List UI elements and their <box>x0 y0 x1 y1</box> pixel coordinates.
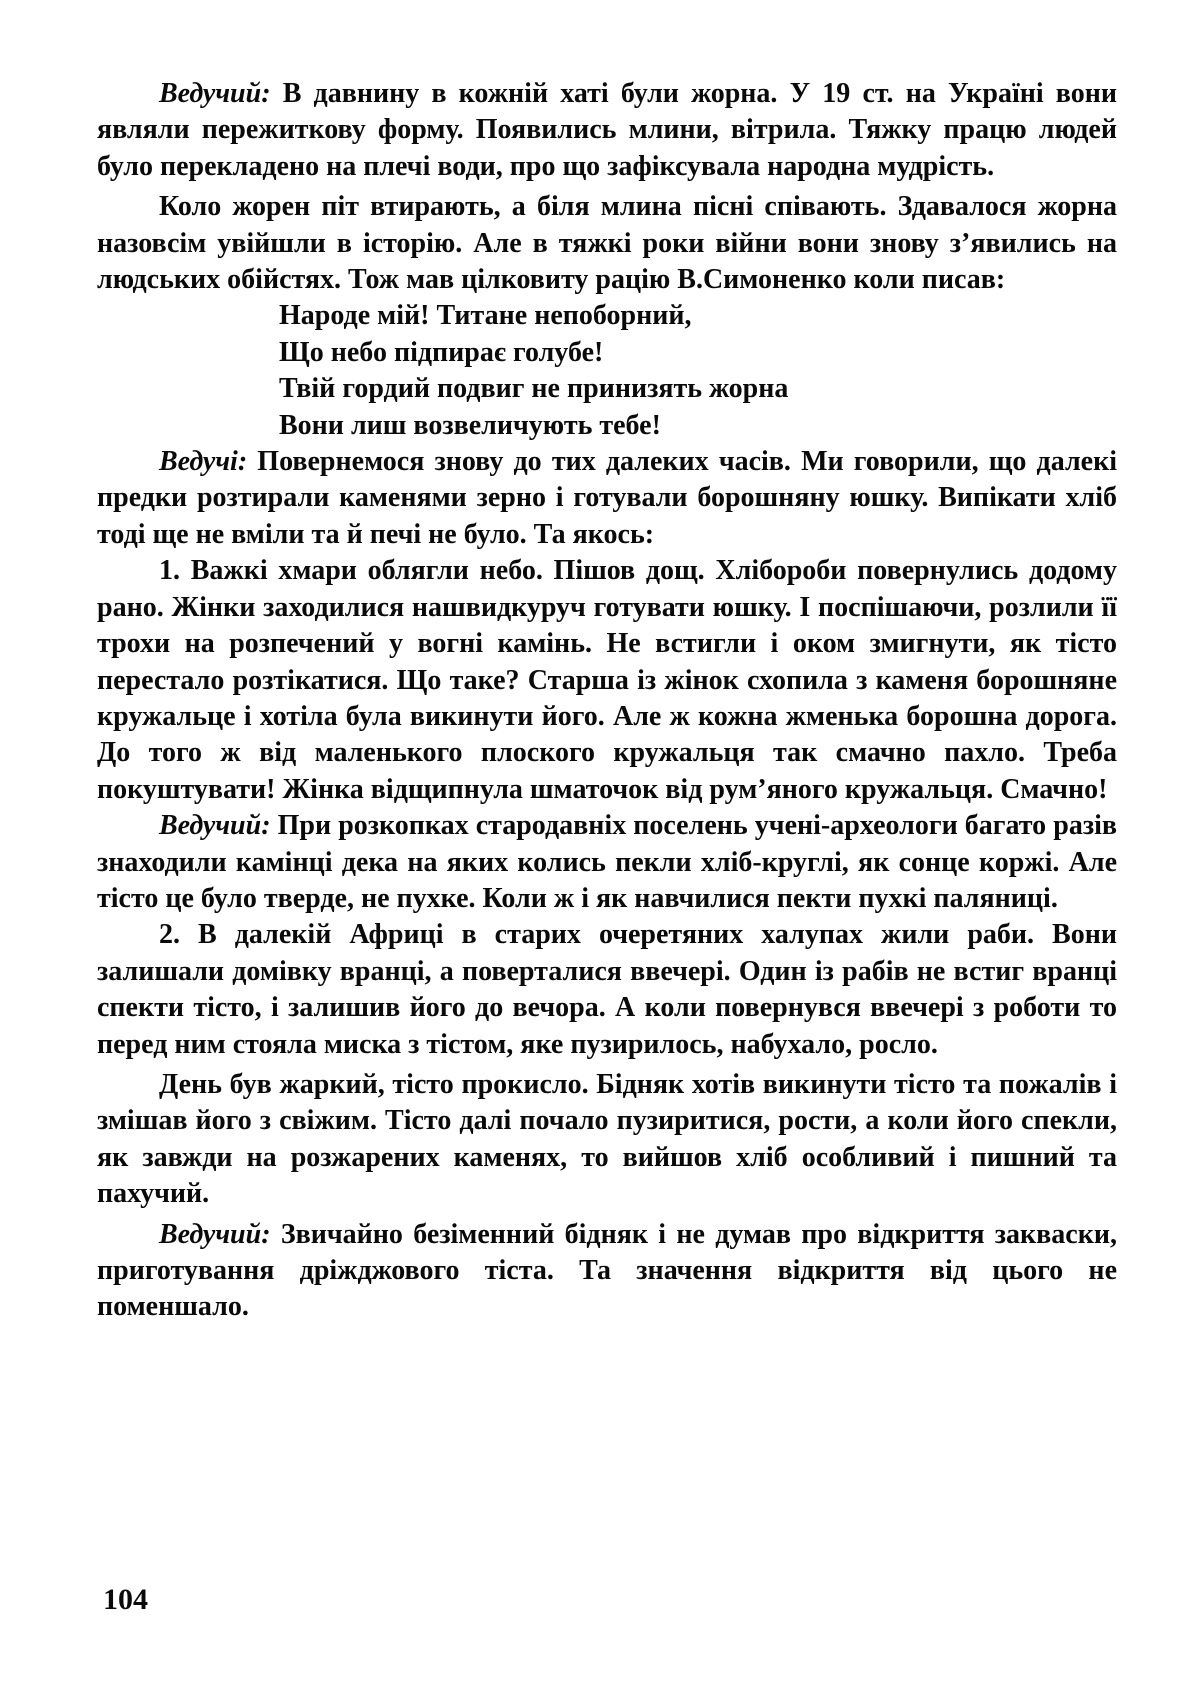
paragraph-text: Звичайно безіменний бідняк і не думав про відкриття закваски, приготування дріжджового тіста. Та значення відкриття від цього не поменшало. <box>97 1218 1117 1323</box>
paragraph-6 <box>97 917 1117 1063</box>
poem-quote <box>279 298 1117 444</box>
poem-line: Твій гордий подвиг не принизять жорна <box>279 373 789 405</box>
paragraph-3 <box>97 444 1117 553</box>
paragraph-1 <box>97 76 1117 185</box>
paragraph-7 <box>97 1067 1117 1213</box>
paragraph-text: Коло жорен піт втирають, а біля млина пісні співають. Здавалося жорна назовсім увійшли в історію. Але в тяжкі роки війни вони знову з’явились на людських обійстях. Тож мав цілковиту рацію В.Симоненко коли писав: <box>97 191 1117 296</box>
paragraph-5 <box>97 808 1117 917</box>
page-number: 104 <box>103 1583 148 1616</box>
poem-line: Що небо підпирає голубе! <box>279 336 604 368</box>
paragraph-4 <box>97 553 1117 808</box>
speaker-label: Ведучий: <box>159 810 271 842</box>
paragraph-text: День був жаркий, тісто прокисло. Бідняк хотів викинути тісто та пожалів і змішав його з свіжим. Тісто далі почало пузиритися, рости, а коли його спекли, як завжди на розжарених каменях, то вийшов хліб особливий і пишний та пахучий. <box>97 1068 1117 1210</box>
paragraph-text: Повернемося знову до тих далеких часів. Ми говорили, що далекі предки розтирали каменями зерно і готували борошняну юшку. Випікати хліб тоді ще не вміли та й печі не було. Та якось: <box>97 446 1117 550</box>
speaker-label: Ведучі: <box>159 446 248 478</box>
paragraph-text: При розкопках стародавніх поселень учені-археологи багато разів знаходили камінці дека на яких колись пекли хліб-круглі, як сонце коржі. Але тісто це було тверде, не пухке. Коли ж і як навчилися пекти пухкі паляниці. <box>97 810 1117 914</box>
paragraph-text: 1. Важкі хмари облягли небо. Пішов дощ. Хлібороби повернулись додому рано. Жінки заходилися нашвидкуруч готувати юшку. І поспішаючи, розлили її трохи на розпечений у вогні камінь. Не встигли і оком змигнути, як тісто перестало розтікатися. Що таке? Старша із жінок схопила з каменя борошняне кружальце і хотіла була викинути його. Але ж кожна жменька борошна дорога. До того ж від маленького плоского кружальця так смачно пахло. Треба покуштувати! Жінка відщипнула шматочок від рум’яного кружальця. Смачно! <box>97 555 1117 805</box>
paragraph-text: В давнину в кожній хаті були жорна. У 19 ст. на Україні вони являли пережиткову форму. Появились млини, вітрила. Тяжку працю людей було перекладено на плечі води, про що зафіксувала народна мудрість. <box>97 78 1117 182</box>
paragraph-2 <box>97 189 1117 298</box>
poem-line: Народе мій! Титане непоборний, <box>279 300 692 332</box>
poem-line: Вони лиш возвеличують тебе! <box>279 409 661 441</box>
paragraph-8 <box>97 1217 1117 1326</box>
paragraph-text: 2. В далекій Африці в старих очеретяних халупах жили раби. Вони залишали домівку вранці, а поверталися ввечері. Один із рабів не встиг вранці спекти тісто, і залишив його до вечора. А коли повернувся ввечері з роботи то перед ним стояла миска з тістом, яке пузирилось, набухало, росло. <box>97 919 1117 1060</box>
speaker-label: Ведучий: <box>159 78 271 109</box>
speaker-label: Ведучий: <box>159 1218 271 1250</box>
page-body-text <box>97 76 1117 1330</box>
